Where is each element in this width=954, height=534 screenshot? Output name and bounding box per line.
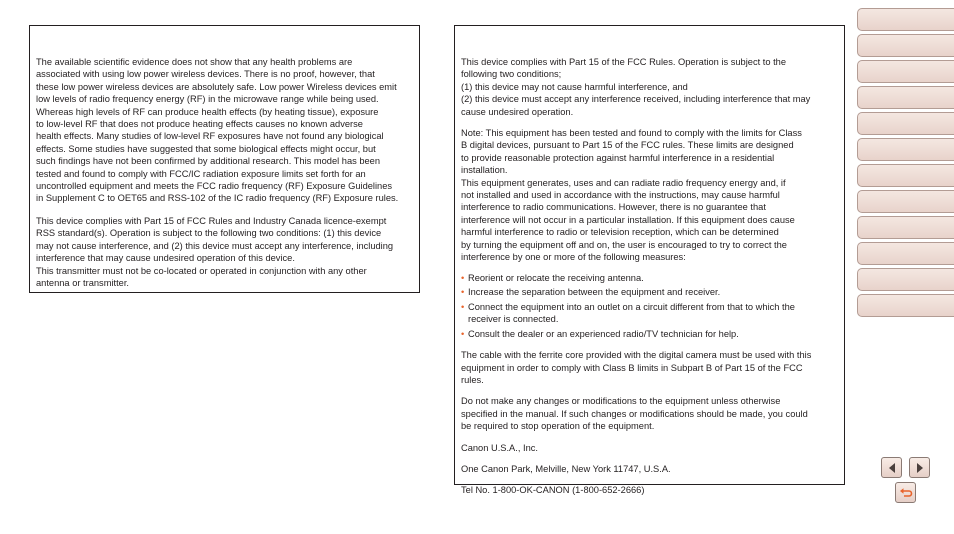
- ferrite-cable-paragraph: The cable with the ferrite core provided with the digital camera must be used with this equipment in order to comply with Class B limits in Subpart B of Part 15 of the FCC rules.: [461, 350, 812, 385]
- chapter-tab-1[interactable]: [857, 8, 954, 31]
- fcc-intro-paragraph: This device complies with Part 15 of the FCC Rules. Operation is subject to the following two conditions; (1) this device may not cause harmful interference, and (2) this device must accept any interference received, including interference that may cause undesired operation.: [461, 57, 811, 117]
- modifications-paragraph: Do not make any changes or modifications to the equipment unless otherwise specified in the manual. If such changes or modifications should be made, you could be required to stop operation of the equipment.: [461, 396, 808, 432]
- list-item: • Increase the separation between the equipment and receiver.: [461, 286, 838, 298]
- chapter-tab-11[interactable]: [857, 268, 954, 291]
- return-button[interactable]: [895, 482, 916, 503]
- fcc-notice-box: [454, 25, 845, 496]
- fcc-note-paragraph: Note: This equipment has been tested and found to comply with the limits for Class B digital devices, pursuant to Part 15 of the FCC rules. These limits are designed to provide reasonable protection against harmful interference in a residential installation. This equipment generates, uses and can radiate radio frequency energy and, if not installed and used in accordance with the instructions, may cause harmful interference to radio communications. However, there is no guarantee that interference will not occur in a particular installation. If this equipment does cause harmful interference to radio or television reception, which can be determined by turning the equipment off and on, the user is encouraged to try to correct the interference by one or more of the following measures:: [461, 128, 802, 263]
- left-arrow-icon: [886, 462, 898, 474]
- chapter-tab-3[interactable]: [857, 60, 954, 83]
- chapter-tab-10[interactable]: [857, 242, 954, 265]
- company-name: Canon U.S.A., Inc.: [461, 442, 538, 453]
- chapter-tab-12[interactable]: [857, 294, 954, 317]
- rf-exposure-paragraph: The available scientific evidence does not show that any health problems are associated with using low power wireless devices. There is no proof, however, that these low power wireless devices are absolutely safe. Low power Wireless devices emit low levels of radio frequency energy (RF) in the microwave range while being used. Whereas high levels of RF can produce health effects (by heating tissue), exposure to low-level RF that does not produce heating effects causes no known adverse health effects. Many studies of low-level RF exposures have not found any biological effects. Some studies have suggested that some biological effects might occur, but such findings have not been confirmed by additional research. This model has been tested and found to comply with FCC/IC radiation exposure limits set forth for an uncontrolled equipment and meets the FCC radio frequency (RF) Exposure Guidelines in Supplement C to OET65 and RSS-102 of the IC radio frequency (RF) Exposure rules.: [36, 57, 399, 204]
- next-page-button[interactable]: [909, 457, 930, 478]
- chapter-tab-5[interactable]: [857, 112, 954, 135]
- chapter-tab-9[interactable]: [857, 216, 954, 239]
- list-item: • Connect the equipment into an outlet on a circuit different from that to which the receiver is connected.: [461, 301, 838, 326]
- chapter-tab-2[interactable]: [857, 34, 954, 57]
- industry-canada-paragraph: This device complies with Part 15 of FCC Rules and Industry Canada licence-exempt RSS standard(s). Operation is subject to the following two conditions: (1) this device may not cause interference, and (2) this device must accept any interference, including interference that may cause undesired operation of this device. This transmitter must not be co-located or operated in conjunction with any other antenna or transmitter.: [36, 215, 394, 288]
- right-arrow-icon: [914, 462, 926, 474]
- measures-list: [461, 272, 838, 341]
- chapter-tabs: [857, 8, 954, 320]
- chapter-tab-6[interactable]: [857, 138, 954, 161]
- phone-number: Tel No. 1-800-OK-CANON (1-800-652-2666): [461, 485, 645, 496]
- return-icon: [899, 487, 913, 499]
- company-address: One Canon Park, Melville, New York 11747, U.S.A.: [461, 463, 671, 474]
- rf-exposure-notice-box: [29, 25, 420, 293]
- list-item: • Reorient or relocate the receiving antenna.: [461, 272, 838, 284]
- list-item: • Consult the dealer or an experienced radio/TV technician for help.: [461, 328, 838, 340]
- previous-page-button[interactable]: [881, 457, 902, 478]
- chapter-tab-8[interactable]: [857, 190, 954, 213]
- chapter-tab-7[interactable]: [857, 164, 954, 187]
- chapter-tab-4[interactable]: [857, 86, 954, 109]
